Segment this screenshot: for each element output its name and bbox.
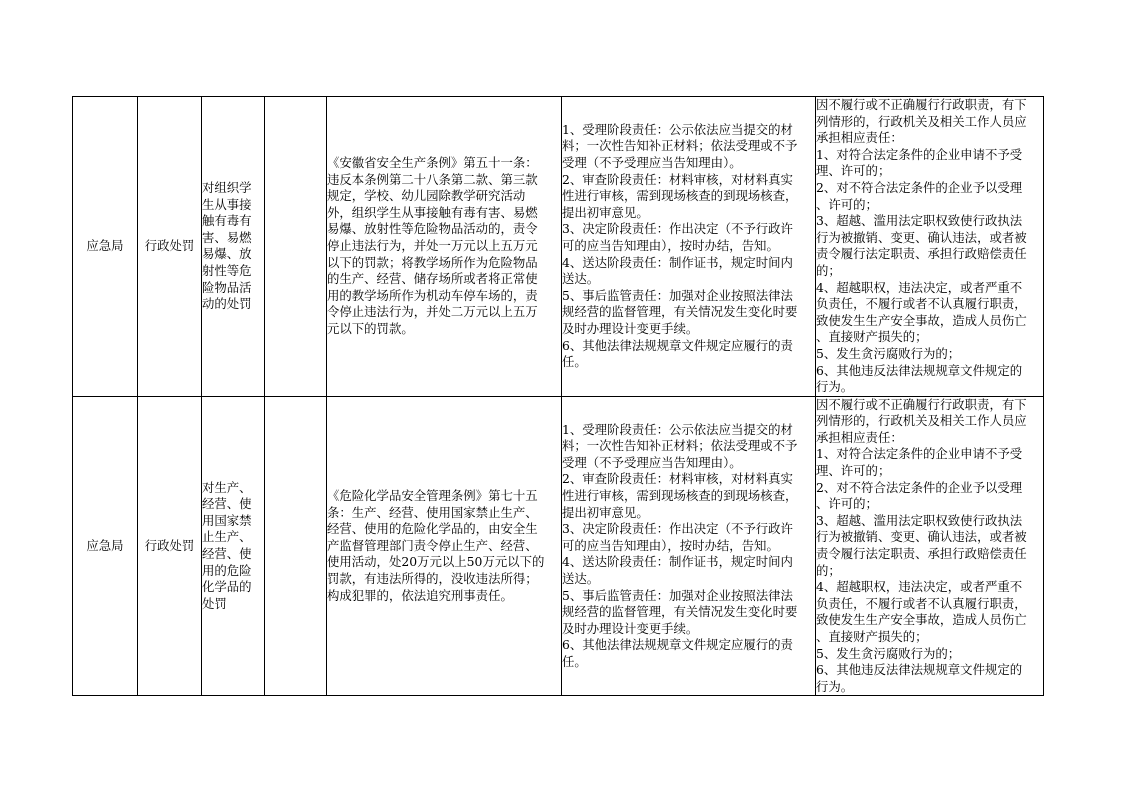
code-cell	[265, 396, 327, 696]
table-row	[73, 97, 1044, 397]
text-line: 对组织学	[202, 179, 252, 195]
text-line: 4、送达阶段责任：制作证书，规定时间内	[562, 254, 793, 270]
text-line: 、直接财产损失的；	[816, 329, 928, 345]
text-line: 5、发生贪污腐败行为的；	[816, 645, 961, 661]
text-line: 送达。	[562, 570, 600, 586]
text-line: 5、事后监管责任：加强对企业按照法律法	[562, 287, 793, 303]
text-line: 3、超越、滥用法定职权致使行政执法	[816, 512, 1023, 528]
text-line: 使用活动，处20万元以上50万元以下的	[327, 554, 545, 570]
text-line: 承担相应责任：	[816, 429, 903, 445]
code-cell	[265, 97, 327, 397]
text-line: 性进行审核，需到现场核查的到现场核查，	[562, 487, 798, 503]
text-line: 提出初审意见。	[562, 204, 649, 220]
department-cell: 应急局	[73, 396, 138, 696]
text-line: 元以下的罚款。	[327, 321, 414, 337]
legal-basis-cell	[327, 396, 562, 696]
text-line: 5、事后监管责任：加强对企业按照法律法	[562, 587, 793, 603]
text-line: 用的教学场所作为机动车停车场的，责	[327, 287, 538, 303]
text-line: 条：生产、经营、使用国家禁止生产、	[327, 504, 538, 520]
text-line: 用的危险	[202, 562, 252, 578]
text-line: 及时办理设计变更手续。	[562, 620, 699, 636]
text-line: 负责任，不履行或者不认真履行职责，	[816, 296, 1027, 312]
text-line: 4、送达阶段责任：制作证书，规定时间内	[562, 554, 793, 570]
text-line: 性进行审核，需到现场核查的到现场核查，	[562, 188, 798, 204]
text-line: 外，组织学生从事接触有毒有害、易燃	[327, 204, 538, 220]
text-line: 触有毒有	[202, 213, 252, 229]
power-type-cell: 行政处罚	[138, 396, 202, 696]
text-line: 、许可的；	[816, 196, 878, 212]
text-line: 受理（不予受理应当告知理由）。	[562, 155, 742, 171]
power-type-cell: 行政处罚	[138, 97, 202, 397]
text-line: 规经营的监督管理，有关情况发生变化时要	[562, 604, 798, 620]
text-line: 提出初审意见。	[562, 504, 649, 520]
text-line: 化学品的	[202, 579, 252, 595]
text-line: 任。	[562, 653, 587, 669]
text-line: 因不履行或不正确履行行政职责，有下	[816, 396, 1027, 412]
text-line: 规定，学校、幼儿园除教学研究活动	[327, 188, 526, 204]
text-line: 理、许可的；	[816, 463, 891, 479]
item-name-cell	[202, 97, 265, 397]
text-line: 《危险化学品安全管理条例》第七十五	[327, 487, 538, 503]
text-line: 处罚	[202, 595, 227, 611]
text-line: 、许可的；	[816, 496, 878, 512]
text-line: 可的应当告知理由），按时办结，告知。	[562, 537, 779, 553]
text-line: 因不履行或不正确履行行政职责，有下	[816, 97, 1027, 112]
text-line: 构成犯罪的，依法追究刑事责任。	[327, 587, 513, 603]
text-line: 3、决定阶段责任：作出决定（不予行政许	[562, 221, 793, 237]
text-line: 罚款，有违法所得的，没收违法所得；	[327, 570, 538, 586]
text-line: 以下的罚款；将教学场所作为危险物品	[327, 254, 538, 270]
text-line: 违反本条例第二十八条第二款、第三款	[327, 171, 538, 187]
text-line: 可的应当告知理由），按时办结，告知。	[562, 238, 779, 254]
text-line: 3、超越、滥用法定职权致使行政执法	[816, 213, 1023, 229]
text-line: 受理（不予受理应当告知理由）。	[562, 454, 742, 470]
text-line: 止生产、	[202, 529, 252, 545]
text-line: 行为被撤销、变更、确认违法，或者被	[816, 529, 1027, 545]
text-line: 生从事接	[202, 196, 252, 212]
text-line: 料；一次性告知补正材料；依法受理或不予	[562, 138, 798, 154]
text-line: 射性等危	[202, 262, 252, 278]
text-line: 6、其他法律法规规章文件规定应履行的责	[562, 337, 793, 353]
department-cell: 应急局	[73, 97, 138, 397]
legal-basis-cell	[327, 97, 562, 397]
text-line: 3、决定阶段责任：作出决定（不予行政许	[562, 521, 793, 537]
liability-cell	[816, 97, 1044, 397]
text-line: 规经营的监督管理，有关情况发生变化时要	[562, 304, 798, 320]
text-line: 经营、使	[202, 496, 252, 512]
text-line: 致使发生生产安全事故，造成人员伤亡	[816, 612, 1027, 628]
text-line: 1、受理阶段责任：公示依法应当提交的材	[562, 421, 793, 437]
text-line: 任。	[562, 354, 587, 370]
text-line: 4、超越职权，违法决定，或者严重不	[816, 279, 1023, 295]
text-line: 停止违法行为，并处一万元以上五万元	[327, 238, 538, 254]
text-line: 《安徽省安全生产条例》第五十一条：	[327, 155, 538, 171]
text-line: 令停止违法行为，并处二万元以上五万	[327, 304, 538, 320]
text-line: 承担相应责任：	[816, 130, 903, 146]
text-line: 及时办理设计变更手续。	[562, 321, 699, 337]
duty-cell	[562, 396, 816, 696]
text-line: 1、对符合法定条件的企业申请不予受	[816, 146, 1023, 162]
text-line: 6、其他法律法规规章文件规定应履行的责	[562, 637, 793, 653]
text-line: 的；	[816, 262, 841, 278]
text-line: 的生产、经营、储存场所或者将正常使	[327, 271, 538, 287]
text-line: 6、其他违反法律法规规章文件规定的	[816, 362, 1023, 378]
text-line: 2、对不符合法定条件的企业予以受理	[816, 179, 1023, 195]
text-line: 险物品活	[202, 279, 252, 295]
text-line: 经营、使	[202, 546, 252, 562]
text-line: 、直接财产损失的；	[816, 629, 928, 644]
text-line: 2、审查阶段责任：材料审核，对材料真实	[562, 471, 793, 487]
text-line: 害、易燃	[202, 229, 252, 245]
text-line: 理、许可的；	[816, 163, 891, 179]
text-line: 料；一次性告知补正材料；依法受理或不予	[562, 438, 798, 454]
text-line: 2、审查阶段责任：材料审核，对材料真实	[562, 171, 793, 187]
text-line: 易爆、放	[202, 246, 252, 262]
text-line: 动的处罚	[202, 296, 252, 312]
text-line: 责令履行法定职责、承担行政赔偿责任	[816, 546, 1027, 562]
text-line: 1、受理阶段责任：公示依法应当提交的材	[562, 121, 793, 137]
text-line: 致使发生生产安全事故，造成人员伤亡	[816, 312, 1027, 328]
text-line: 2、对不符合法定条件的企业予以受理	[816, 479, 1023, 495]
text-line: 的；	[816, 562, 841, 578]
text-line: 用国家禁	[202, 512, 252, 528]
text-line: 6、其他违反法律法规规章文件规定的	[816, 662, 1023, 678]
text-line: 列情形的，行政机关及相关工作人员应	[816, 113, 1027, 129]
text-line: 责令履行法定职责、承担行政赔偿责任	[816, 246, 1027, 262]
text-line: 负责任，不履行或者不认真履行职责，	[816, 595, 1027, 611]
power-list-table	[72, 96, 1044, 696]
text-line: 行为。	[816, 678, 854, 694]
duty-cell	[562, 97, 816, 397]
item-name-cell	[202, 396, 265, 696]
text-line: 5、发生贪污腐败行为的；	[816, 345, 961, 361]
text-line: 经营、使用的危险化学品的，由安全生	[327, 521, 538, 537]
text-line: 产监督管理部门责令停止生产、经营、	[327, 537, 538, 553]
text-line: 列情形的，行政机关及相关工作人员应	[816, 413, 1027, 429]
liability-cell	[816, 396, 1044, 696]
text-line: 易爆、放射性等危险物品活动的，责令	[327, 221, 538, 237]
text-line: 行为被撤销、变更、确认违法，或者被	[816, 229, 1027, 245]
text-line: 对生产、	[202, 479, 252, 495]
text-line: 1、对符合法定条件的企业申请不予受	[816, 446, 1023, 462]
text-line: 行为。	[816, 379, 854, 395]
text-line: 送达。	[562, 271, 600, 287]
text-line: 4、超越职权，违法决定，或者严重不	[816, 579, 1023, 595]
table-row	[73, 396, 1044, 696]
